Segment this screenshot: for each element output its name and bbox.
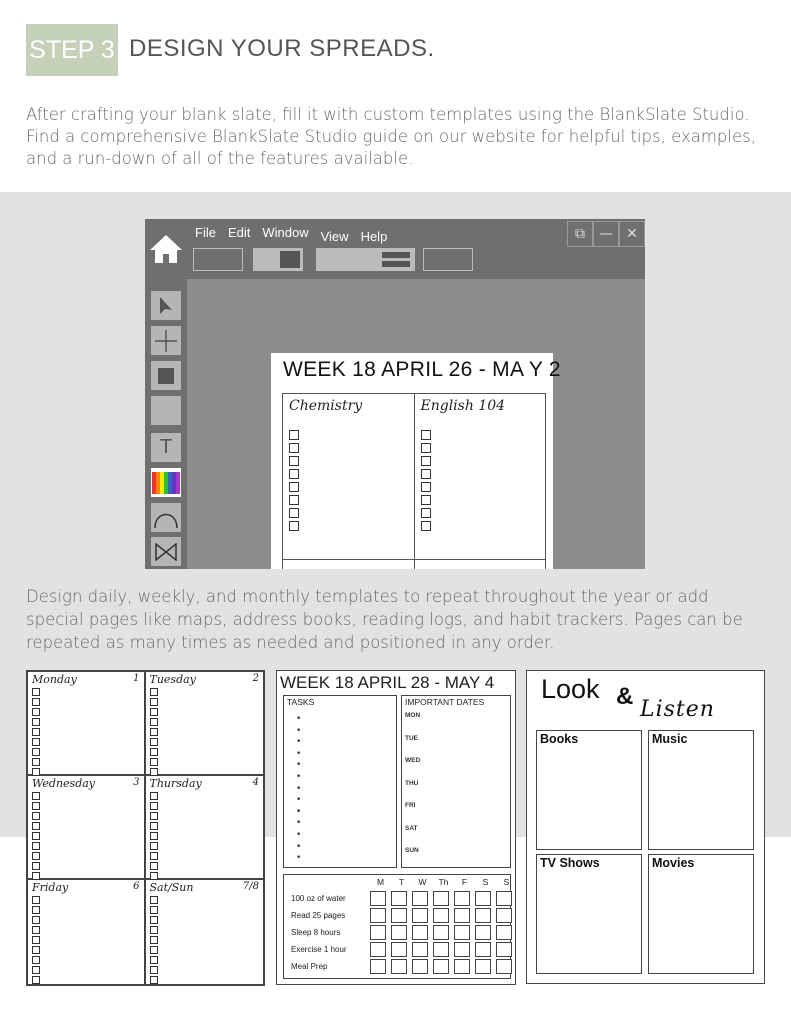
day-cell — [28, 672, 146, 776]
intro-paragraph: After crafting your blank slate, fill it with custom templates using the BlankSlate Studio. Find a comprehensive BlankSlate Studio guide on our website for helpful tips, examples, and a run-down of all of the features available. — [26, 105, 756, 168]
habit-checkbox[interactable] — [391, 908, 407, 923]
habit-checkbox[interactable] — [475, 959, 491, 974]
tool-curve-icon[interactable] — [151, 503, 181, 532]
checkbox[interactable] — [150, 862, 158, 870]
movies-box — [648, 854, 754, 974]
day-name: Sat/Sun — [149, 881, 194, 894]
checkbox[interactable] — [150, 708, 158, 716]
checkbox[interactable] — [150, 976, 158, 984]
minimize-icon[interactable]: — — [593, 221, 619, 247]
task-bullet: • — [296, 806, 302, 817]
tasks-label: TASKS — [287, 697, 315, 707]
habit-day-label: S — [482, 877, 489, 887]
task-bullet: • — [296, 771, 302, 782]
habit-label: Sleep 8 hours — [291, 928, 341, 937]
checkbox[interactable] — [32, 738, 40, 746]
habit-checkbox[interactable] — [433, 925, 449, 940]
menu-item-file[interactable]: File — [195, 225, 216, 240]
checkbox[interactable] — [32, 872, 40, 880]
toolbar-field-1[interactable] — [193, 248, 243, 271]
checkbox-list — [150, 688, 158, 778]
divider — [415, 559, 546, 560]
checkbox[interactable] — [32, 748, 40, 756]
checkbox[interactable] — [289, 521, 299, 531]
tv-shows-label: TV Shows — [540, 856, 600, 870]
day-name: Thursday — [149, 777, 202, 790]
checkbox[interactable] — [32, 852, 40, 860]
checkbox[interactable] — [150, 906, 158, 914]
habit-row — [291, 890, 517, 907]
habit-checkbox[interactable] — [391, 942, 407, 957]
checkbox[interactable] — [150, 718, 158, 726]
day-list — [405, 712, 420, 870]
menu — [195, 225, 387, 244]
checkbox[interactable] — [150, 852, 158, 860]
checkbox[interactable] — [150, 748, 158, 756]
checkbox[interactable] — [32, 862, 40, 870]
checkbox[interactable] — [150, 896, 158, 904]
week-column — [415, 394, 546, 569]
habit-tracker — [283, 874, 511, 979]
date-day-label: SUN — [405, 847, 419, 854]
checkbox[interactable] — [32, 708, 40, 716]
tool-sidebar — [145, 219, 187, 569]
habit-row — [291, 907, 517, 924]
day-number: 7/8 — [242, 881, 259, 892]
important-dates-label: IMPORTANT DATES — [405, 697, 485, 707]
habit-row — [291, 958, 517, 975]
menu-item-help[interactable]: Help — [360, 229, 388, 244]
checkbox[interactable] — [289, 508, 299, 518]
habit-checkbox[interactable] — [496, 959, 512, 974]
look-title: Look — [541, 674, 600, 704]
music-label: Music — [652, 732, 688, 746]
close-icon[interactable]: ✕ — [619, 221, 645, 247]
habit-checkbox[interactable] — [496, 908, 512, 923]
habit-day-label: M — [376, 877, 385, 887]
checkbox[interactable] — [150, 688, 158, 696]
checkbox[interactable] — [150, 926, 158, 934]
tool-select-arrow-icon[interactable] — [151, 291, 181, 320]
day-cell — [146, 672, 264, 776]
menu-bar — [187, 219, 645, 279]
tasks-box — [283, 695, 397, 868]
checkbox-list — [32, 896, 40, 986]
checkbox[interactable] — [150, 832, 158, 840]
canvas-week-page[interactable] — [271, 353, 561, 569]
checkbox[interactable] — [150, 728, 158, 736]
week-columns — [282, 393, 546, 569]
habit-checkbox[interactable] — [391, 959, 407, 974]
habit-checkbox[interactable] — [433, 891, 449, 906]
checkbox[interactable] — [32, 792, 40, 800]
books-label: Books — [540, 732, 579, 746]
habit-checkbox[interactable] — [412, 925, 428, 940]
habit-checkbox[interactable] — [391, 891, 407, 906]
checkbox[interactable] — [289, 443, 299, 453]
habit-label: Read 25 pages — [291, 911, 346, 920]
tv-shows-box — [536, 854, 642, 974]
checkbox[interactable] — [150, 842, 158, 850]
tool-bowtie-icon[interactable] — [151, 537, 181, 566]
checkbox[interactable] — [32, 906, 40, 914]
date-day-label: SAT — [405, 824, 418, 832]
day-cell — [28, 880, 146, 984]
date-day-label: TUE — [405, 734, 418, 742]
habit-checkbox[interactable] — [454, 959, 470, 974]
task-bullet: • — [296, 737, 302, 748]
task-bullet: • — [296, 841, 302, 852]
checkbox-list — [150, 896, 158, 986]
task-bullet: • — [296, 748, 302, 759]
weekly-template-page — [276, 670, 516, 985]
checkbox[interactable] — [421, 456, 431, 466]
habit-checkbox[interactable] — [454, 942, 470, 957]
checkbox[interactable] — [421, 469, 431, 479]
checkbox[interactable] — [421, 521, 431, 531]
checkbox[interactable] — [32, 966, 40, 974]
day-name: Friday — [32, 881, 69, 894]
habit-checkbox[interactable] — [496, 925, 512, 940]
music-box — [648, 730, 754, 850]
habit-row — [291, 941, 517, 958]
checkbox[interactable] — [32, 698, 40, 706]
habit-checkbox[interactable] — [433, 959, 449, 974]
checkbox[interactable] — [32, 812, 40, 820]
habit-checkbox[interactable] — [475, 908, 491, 923]
checkbox[interactable] — [150, 956, 158, 964]
page-title: DESIGN YOUR SPREADS. — [129, 35, 435, 62]
habit-checkbox[interactable] — [496, 942, 512, 957]
checkbox-list — [289, 430, 299, 534]
checkbox[interactable] — [150, 812, 158, 820]
habit-checkbox[interactable] — [412, 959, 428, 974]
task-bullet: • — [296, 783, 302, 794]
habit-checkbox[interactable] — [370, 925, 386, 940]
day-cell — [146, 776, 264, 880]
habit-checkbox[interactable] — [496, 891, 512, 906]
checkbox[interactable] — [32, 926, 40, 934]
habit-checkbox[interactable] — [370, 891, 386, 906]
habit-label: Meal Prep — [291, 962, 328, 971]
tool-crosshair-icon[interactable] — [151, 326, 181, 355]
day-cell — [146, 880, 264, 984]
checkbox[interactable] — [32, 728, 40, 736]
habit-day-label: F — [461, 877, 468, 887]
habit-checkbox[interactable] — [475, 942, 491, 957]
habit-checkbox[interactable] — [412, 891, 428, 906]
checkbox[interactable] — [32, 956, 40, 964]
task-bullet: • — [296, 818, 302, 829]
checkbox[interactable] — [421, 495, 431, 505]
habit-day-header — [370, 877, 517, 887]
checkbox[interactable] — [289, 430, 299, 440]
task-bullet: • — [296, 760, 302, 771]
date-day-label: THU — [405, 779, 419, 787]
checkbox[interactable] — [150, 946, 158, 954]
checkbox-list — [32, 792, 40, 882]
week-page-title: WEEK 18 APRIL 26 - MA Y 2 — [283, 358, 561, 381]
week-column — [283, 394, 415, 569]
habit-checkbox[interactable] — [433, 942, 449, 957]
habit-checkbox[interactable] — [370, 908, 386, 923]
day-number: 2 — [252, 673, 259, 684]
home-icon[interactable] — [149, 233, 183, 265]
date-day-label: FRI — [405, 802, 416, 809]
habit-row — [291, 924, 517, 941]
tool-rectangle-icon[interactable] — [151, 361, 181, 390]
habit-label: Exercise 1 hour — [291, 945, 347, 954]
habit-checkbox[interactable] — [412, 908, 428, 923]
subject-label: Chemistry — [289, 398, 363, 414]
habit-checkbox[interactable] — [454, 891, 470, 906]
habit-label: 100 oz of water — [291, 894, 346, 903]
checkbox[interactable] — [150, 758, 158, 766]
tool-text-glyph: T — [159, 436, 173, 458]
checkbox[interactable] — [32, 822, 40, 830]
habit-day-label: S — [503, 877, 510, 887]
important-dates-box — [401, 695, 511, 868]
checkbox[interactable] — [32, 896, 40, 904]
tool-text-icon[interactable] — [151, 433, 181, 462]
checkbox[interactable] — [150, 966, 158, 974]
habit-checkbox[interactable] — [370, 942, 386, 957]
task-bullets — [296, 714, 301, 865]
menu-item-window[interactable]: Window — [262, 225, 309, 240]
checkbox[interactable] — [150, 822, 158, 830]
day-number: 4 — [252, 777, 259, 788]
movies-label: Movies — [652, 856, 695, 870]
listen-title: Listen — [640, 697, 715, 722]
day-number: 1 — [133, 673, 140, 684]
tool-color-palette-icon[interactable] — [151, 468, 181, 497]
checkbox[interactable] — [32, 832, 40, 840]
checkbox[interactable] — [32, 718, 40, 726]
weekly-page-title: WEEK 18 APRIL 28 - MAY 4 — [280, 673, 495, 692]
checkbox[interactable] — [421, 508, 431, 518]
habit-checkbox[interactable] — [433, 908, 449, 923]
ampersand: & — [616, 683, 634, 710]
checkbox[interactable] — [150, 768, 158, 776]
checkbox[interactable] — [289, 469, 299, 479]
checkbox[interactable] — [150, 872, 158, 880]
checkbox[interactable] — [150, 792, 158, 800]
day-name: Tuesday — [149, 673, 196, 686]
task-bullet: • — [296, 829, 302, 840]
checkbox[interactable] — [32, 802, 40, 810]
checkbox[interactable] — [150, 802, 158, 810]
menu-item-edit[interactable]: Edit — [227, 225, 251, 240]
habit-checkbox[interactable] — [370, 959, 386, 974]
checkbox-list — [421, 430, 431, 534]
checkbox[interactable] — [421, 482, 431, 492]
checkbox[interactable] — [32, 842, 40, 850]
checkbox[interactable] — [32, 688, 40, 696]
task-bullet: • — [296, 853, 302, 864]
checkbox[interactable] — [289, 495, 299, 505]
divider — [283, 559, 414, 560]
toolbar-color-swatch[interactable] — [253, 248, 303, 271]
studio-editor-window — [145, 219, 645, 569]
task-bullet: • — [296, 714, 302, 724]
look-listen-page — [526, 670, 765, 984]
day-number: 3 — [133, 777, 140, 788]
habit-day-label: Th — [438, 877, 449, 887]
habit-checkbox[interactable] — [454, 908, 470, 923]
habit-checkbox[interactable] — [475, 925, 491, 940]
checkbox[interactable] — [32, 916, 40, 924]
checkbox[interactable] — [421, 430, 431, 440]
toolbar-field-2[interactable] — [423, 248, 473, 271]
checkbox[interactable] — [32, 936, 40, 944]
checkbox[interactable] — [421, 443, 431, 453]
restore-icon[interactable]: ⧉ — [567, 221, 593, 247]
menu-item-view[interactable]: View — [320, 229, 349, 244]
checkbox[interactable] — [32, 946, 40, 954]
checkbox[interactable] — [150, 698, 158, 706]
daily-template-page — [26, 670, 265, 986]
day-name: Monday — [32, 673, 77, 686]
task-bullet: • — [296, 725, 302, 736]
description-paragraph: Design daily, weekly, and monthly templates to repeat throughout the year or add special pages like maps, address books, reading logs, and habit trackers. Pages can be repeated as many times as needed and positioned in any order. — [26, 587, 743, 652]
task-bullet: • — [296, 795, 302, 806]
window-controls — [567, 221, 645, 247]
date-day-label: WED — [405, 757, 421, 764]
habit-checkbox[interactable] — [475, 891, 491, 906]
checkbox[interactable] — [150, 738, 158, 746]
habit-day-label: W — [418, 877, 427, 887]
day-name: Wednesday — [32, 777, 96, 790]
habit-checkbox[interactable] — [391, 925, 407, 940]
checkbox[interactable] — [32, 976, 40, 984]
books-box — [536, 730, 642, 850]
checkbox[interactable] — [289, 482, 299, 492]
checkbox[interactable] — [32, 768, 40, 776]
habit-rows — [291, 890, 517, 975]
habit-day-label: T — [398, 877, 405, 887]
checkbox[interactable] — [150, 936, 158, 944]
checkbox[interactable] — [150, 916, 158, 924]
day-number: 6 — [133, 881, 140, 892]
toolbar-line-style[interactable] — [316, 248, 415, 271]
subject-label: English 104 — [420, 398, 506, 414]
checkbox[interactable] — [32, 758, 40, 766]
checkbox-list — [150, 792, 158, 882]
habit-checkbox[interactable] — [412, 942, 428, 957]
day-cell — [28, 776, 146, 880]
habit-checkbox[interactable] — [454, 925, 470, 940]
checkbox-list — [32, 688, 40, 778]
date-day-label: MON — [405, 712, 421, 719]
checkbox[interactable] — [289, 456, 299, 466]
tool-blank-icon[interactable] — [151, 396, 181, 425]
step-badge: STEP 3 — [26, 24, 118, 76]
